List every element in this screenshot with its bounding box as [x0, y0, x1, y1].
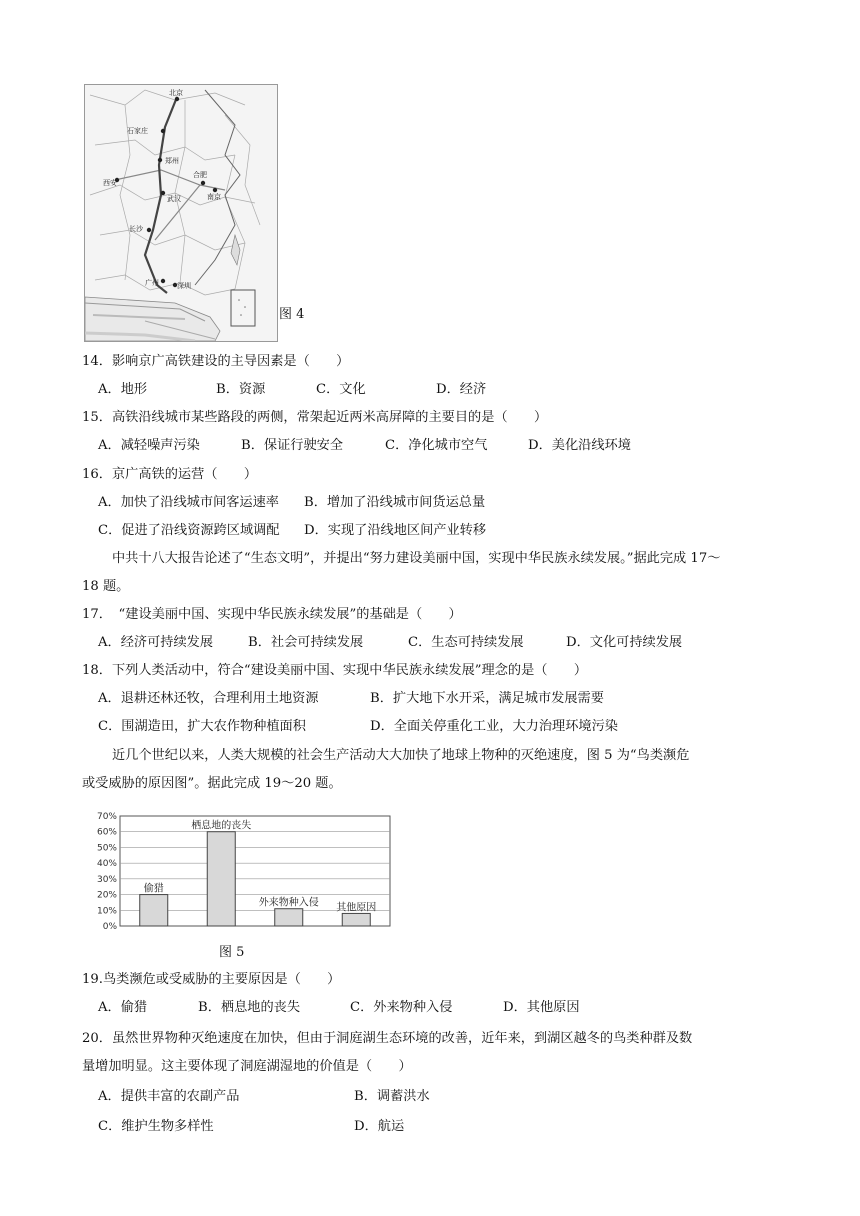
city-label: 合肥: [193, 171, 207, 179]
city-label: 北京: [169, 89, 183, 97]
y-tick-label: 70%: [96, 812, 117, 822]
city-label: 武汉: [167, 195, 181, 203]
q15-stem: 15．高铁沿线城市某些路段的两侧，常架起近两米高屏障的主要目的是（ ）: [82, 410, 548, 425]
y-tick-label: 0%: [102, 922, 117, 932]
q17-option-d: D．文化可持续发展: [566, 635, 683, 650]
q20-option-c: C．维护生物多样性: [98, 1119, 214, 1134]
q15-option-d: D．美化沿线环境: [528, 438, 631, 453]
figure-5-caption: 图 5: [219, 945, 245, 960]
q17-stem: 17． “建设美丽中国、实现中华民族永续发展”的基础是（ ）: [82, 607, 462, 622]
y-tick-label: 30%: [96, 874, 117, 885]
q15-option-b: B．保证行驶安全: [241, 438, 344, 453]
q18-option-c: C．围湖造田，扩大农作物种植面积: [98, 719, 306, 734]
city-label: 长沙: [129, 225, 143, 233]
y-tick-label: 20%: [96, 890, 117, 901]
q18-option-b: B．扩大地下水开采，满足城市发展需要: [370, 691, 604, 706]
bar-label: 偷猎: [143, 883, 164, 895]
q20-option-a: A．提供丰富的农副产品: [98, 1089, 240, 1104]
city-label: 石家庄: [127, 127, 148, 135]
q18-stem: 18．下列人类活动中，符合“建设美丽中国、实现中华民族永续发展”理念的是（ ）: [82, 663, 588, 678]
intro-19-20-line1: 近几个世纪以来，人类大规模的社会生产活动大大加快了地球上物种的灭绝速度，图 5 为“鸟类濒危: [112, 748, 690, 763]
intro-17-18-line2: 18 题。: [82, 579, 130, 594]
city-label: 深圳: [177, 282, 191, 290]
city-label: 南京: [207, 193, 221, 201]
bar-label: 栖息地的丧失: [191, 820, 252, 832]
q17-option-c: C．生态可持续发展: [408, 635, 524, 650]
q19-option-a: A．偷猎: [98, 1000, 148, 1015]
q16-stem: 16．京广高铁的运营（ ）: [82, 467, 258, 482]
q16-option-a: A．加快了沿线城市间客运速率: [98, 495, 279, 510]
train-illustration: [85, 297, 220, 341]
q19-option-d: D．其他原因: [503, 1000, 580, 1015]
bar: [275, 909, 303, 926]
q14-stem: 14．影响京广高铁建设的主导因素是（ ）: [82, 354, 350, 369]
q15-option-a: A．减轻噪声污染: [98, 438, 200, 453]
q16-option-b: B．增加了沿线城市间货运总量: [304, 495, 486, 510]
q20-option-b: B．调蓄洪水: [354, 1089, 430, 1104]
q16-option-d: D．实现了沿线地区间产业转移: [304, 523, 487, 538]
q19-option-b: B．栖息地的丧失: [198, 1000, 301, 1015]
bar: [140, 895, 168, 926]
intro-17-18-line1: 中共十八大报告论述了“生态文明”，并提出“努力建设美丽中国，实现中华民族永续发展。”据此完成 17～: [112, 551, 721, 566]
y-tick-label: 60%: [96, 827, 117, 838]
bar: [207, 832, 235, 926]
y-tick-label: 50%: [96, 843, 117, 854]
q17-option-a: A．经济可持续发展: [98, 635, 214, 650]
city-label: 西安: [103, 179, 117, 187]
city-label: 郑州: [165, 157, 179, 165]
bird-threat-bar-chart: [92, 810, 402, 935]
q14-option-a: A．地形: [98, 382, 148, 397]
q16-option-c: C．促进了沿线资源跨区域调配: [98, 523, 280, 538]
bar-chart-svg: [92, 810, 402, 935]
q20-stem-line2: 量增加明显。这主要体现了洞庭湖湿地的价值是（ ）: [82, 1059, 412, 1074]
bar-label: 外来物种入侵: [258, 897, 319, 909]
q14-option-b: B．资源: [216, 382, 266, 397]
intro-19-20-line2: 或受威胁的原因图”。据此完成 19～20 题。: [82, 776, 342, 791]
q15-option-c: C．净化城市空气: [385, 438, 488, 453]
y-tick-label: 10%: [96, 906, 117, 917]
y-tick-label: 40%: [96, 859, 117, 870]
q18-option-a: A．退耕还林还牧，合理利用土地资源: [98, 691, 319, 706]
bar-label: 其他原因: [336, 902, 377, 914]
figure-4-caption: 图 4: [279, 307, 305, 322]
city-label: 广州: [145, 279, 159, 287]
q17-option-b: B．社会可持续发展: [248, 635, 364, 650]
q20-stem-line1: 20．虽然世界物种灭绝速度在加快，但由于洞庭湖生态环境的改善，近年来，到湖区越冬的鸟类种群及数: [82, 1031, 693, 1046]
q20-option-d: D．航运: [354, 1119, 405, 1134]
bar: [342, 913, 370, 926]
q14-option-d: D．经济: [436, 382, 487, 397]
q19-option-c: C．外来物种入侵: [350, 1000, 453, 1015]
q18-option-d: D．全面关停重化工业，大力治理环境污染: [370, 719, 618, 734]
railway-map-figure: [84, 84, 278, 342]
q19-stem: 19.鸟类濒危或受威胁的主要原因是（ ）: [82, 972, 341, 987]
q14-option-c: C．文化: [316, 382, 366, 397]
railway-map-svg: [85, 85, 277, 341]
